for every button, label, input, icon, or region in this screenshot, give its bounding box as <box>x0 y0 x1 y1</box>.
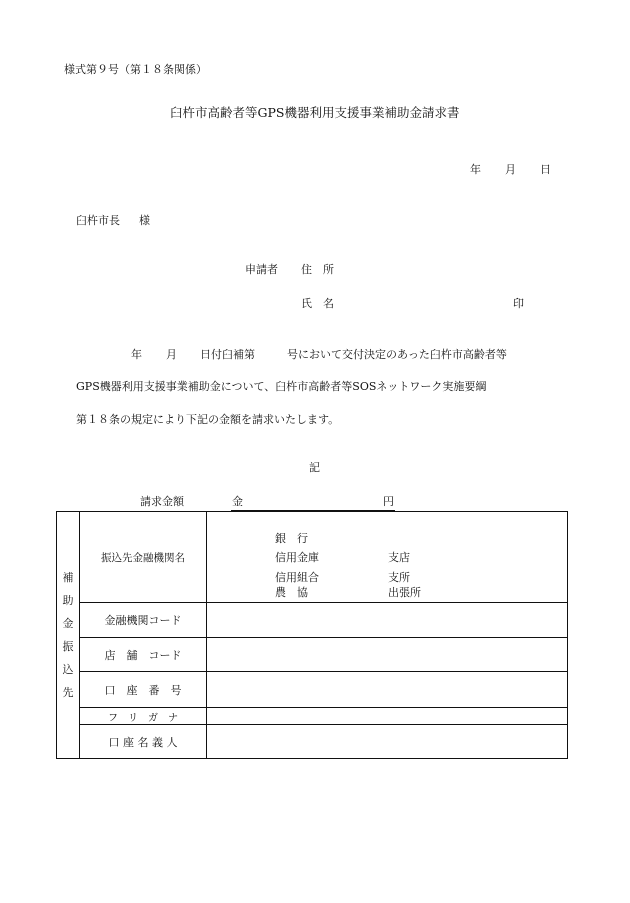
branch-type-shiten: 支店 <box>388 551 410 564</box>
side-header-chars <box>57 572 79 698</box>
branch-code-field[interactable] <box>207 638 568 672</box>
amount-label: 請求金額 <box>140 495 184 508</box>
date-month: 月 <box>505 163 516 176</box>
side-header <box>57 512 80 759</box>
body-line2: GPS機器利用支援事業補助金について、臼杵市高齢者等SOSネットワーク実施要綱 <box>76 380 487 393</box>
bank-code-label: 金融機関コード <box>80 603 207 638</box>
amount-line[interactable] <box>231 496 395 511</box>
body-month: 月 <box>166 348 177 361</box>
form-number: 様式第９号（第１８条関係） <box>64 63 207 76</box>
addressee-mayor: 臼杵市長 <box>76 214 120 227</box>
side-char: 振 <box>62 640 74 653</box>
side-char: 補 <box>62 571 74 584</box>
bank-type-shinkin: 信用金庫 <box>275 551 319 564</box>
furigana-field[interactable] <box>207 708 568 725</box>
address-label: 住 所 <box>301 263 334 276</box>
amount-prefix: 金 <box>232 495 243 508</box>
transfer-table <box>56 511 568 759</box>
name-label: 氏 名 <box>301 297 334 310</box>
body-year: 年 <box>131 348 142 361</box>
branch-type-shutchojo: 出張所 <box>388 586 421 599</box>
body-line3: 第１８条の規定により下記の金額を請求いたします。 <box>76 413 340 426</box>
branch-code-label: 店 舗 コード <box>80 638 207 672</box>
bank-label: 振込先金融機関名 <box>80 512 207 603</box>
addressee-honorific: 様 <box>139 214 150 227</box>
body-ref: 日付臼補第 <box>200 348 255 361</box>
date-day: 日 <box>540 163 551 176</box>
account-holder-label: 口 座 名 義 人 <box>80 725 207 759</box>
account-holder-field[interactable] <box>207 725 568 759</box>
bank-type-bank: 銀 行 <box>275 532 308 545</box>
bank-code-field[interactable] <box>207 603 568 638</box>
side-char: 助 <box>62 594 74 607</box>
bank-type-kumiai: 信用組合 <box>275 571 319 584</box>
account-number-label: 口 座 番 号 <box>80 672 207 708</box>
side-char: 金 <box>62 617 74 630</box>
bank-type-nokyo: 農 協 <box>275 586 308 599</box>
applicant-label: 申請者 <box>245 263 278 276</box>
body-line1-end: 号において交付決定のあった臼杵市高齢者等 <box>287 348 507 361</box>
document-title: 臼杵市高齢者等GPS機器利用支援事業補助金請求書 <box>170 105 460 120</box>
bank-cell[interactable] <box>207 512 568 603</box>
side-char: 込 <box>62 663 74 676</box>
furigana-label: フ リ ガ ナ <box>80 708 207 725</box>
seal-mark: 印 <box>513 297 524 310</box>
account-number-field[interactable] <box>207 672 568 708</box>
side-char: 先 <box>62 686 74 699</box>
amount-suffix: 円 <box>383 495 394 508</box>
date-year: 年 <box>470 163 481 176</box>
branch-type-shisho: 支所 <box>388 571 410 584</box>
ki-heading: 記 <box>309 461 320 474</box>
